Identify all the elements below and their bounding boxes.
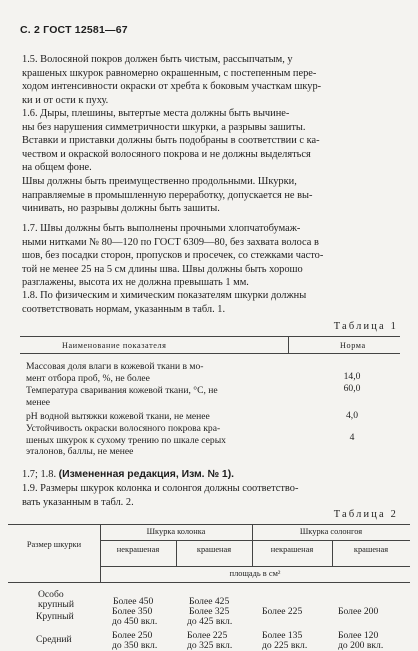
table-2-head-size: Размер шкурки <box>26 540 82 549</box>
kolonok-painted-cell: до 425 вкл. <box>187 616 233 627</box>
text-line <box>22 468 400 482</box>
text-line: соответствовать нормам, указанным в табл. 1. <box>22 303 226 315</box>
table-2-head-unpainted: некрашеная <box>116 545 160 554</box>
solongoy-unpainted-cell: до 225 вкл. <box>262 640 308 651</box>
table-1-row-label <box>26 361 203 384</box>
solongoy-painted-cell: Более 120 <box>338 630 379 641</box>
text-line: Температура сваривания кожевой ткани, °С, не <box>26 385 218 396</box>
text-line: шов, без посадки сторон, пропусков и просечек, со стежками часто- <box>22 250 324 262</box>
table-1-top-rule <box>20 336 400 337</box>
solongoy-painted-cell: до 200 вкл. <box>338 640 384 651</box>
table-1-head-norm: Норма <box>340 341 366 350</box>
table-1-row-label <box>26 385 218 408</box>
text-line: крашеных шкурок равномерно окрашенным, с постепенным пере- <box>22 67 317 79</box>
kolonok-painted-cell: Более 425 <box>189 596 230 607</box>
text-line: Особо <box>38 589 64 600</box>
text-line: Массовая доля влаги в кожевой ткани в мо- <box>26 361 204 372</box>
kolonok-painted-cell: до 325 вкл. <box>187 640 233 651</box>
kolonok-unpainted-cell: до 350 вкл. <box>112 640 158 651</box>
text-line: мент отбора проб, %, не более <box>26 372 150 384</box>
table-2-head-solongoy: Шкурка солонгоя <box>299 527 363 536</box>
text-line: чеством и окраской волосяного покрова и не должны выделяться <box>22 148 311 160</box>
table-1-row-value: 14,0 <box>343 371 361 382</box>
text-line: 1.6. Дыры, плешины, вытертые места должны быть вычине- <box>22 108 290 119</box>
text-line: 1.5. Волосяной покров должен быть чистым, рассыпчатым, у <box>22 54 293 65</box>
text-line: эталонов, баллы, не менее <box>26 446 134 458</box>
amendment-ref: 1.7; 1.8. <box>22 469 59 480</box>
text-line: ными нитками № 80—120 по ГОСТ 6309—80, без захвата волоса в <box>22 236 319 248</box>
table-1-divider <box>288 336 289 353</box>
table-1-row-label <box>26 411 210 423</box>
text-line: Устойчивость окраски волосяного покрова кра- <box>26 423 221 434</box>
text-line: разглажены, высота их не должна превышать 1 мм. <box>22 277 249 289</box>
table-2-mid-rule <box>100 566 410 567</box>
table-2-unit: площадь в см² <box>229 569 281 578</box>
amendment-bold: (Измененная редакция, Изм. № 1). <box>58 469 235 480</box>
text-line: чинивать, но разрывы должны быть зашиты. <box>22 203 220 215</box>
size-label: Средний <box>36 634 72 645</box>
table-2-caption: Таблица 2 <box>333 509 398 520</box>
amendment-note <box>22 468 400 482</box>
table-2-head-unpainted: некрашеная <box>270 545 314 554</box>
table-1-row-value: 60,0 <box>343 383 361 394</box>
text-line: ны без нарушения симметричности шкурки, а разрывы зашиты. <box>22 121 306 133</box>
table-2-head-painted: крашеная <box>353 545 389 554</box>
text-line: Швы должны быть преимущественно продольными. Шкурки, <box>22 176 297 187</box>
paragraph-1-5 <box>22 53 400 107</box>
table-2-head-rule <box>8 582 410 583</box>
solongoy-unpainted-cell: Более 225 <box>262 606 303 617</box>
size-label: Крупный <box>36 611 74 622</box>
table-1-caption: Таблица 1 <box>333 321 398 332</box>
text-line: Вставки и приставки должны быть подобраны в соответствии с ка- <box>22 135 320 147</box>
table-2-mid-rule <box>100 540 410 541</box>
text-line: той не менее 25 на 5 см длины шва. Швы должны быть хорошо <box>22 263 303 275</box>
table-1-head-rule <box>20 353 400 354</box>
table-1-row-label <box>26 423 226 458</box>
table-1-head-name: Наименование показателя <box>62 341 167 350</box>
kolonok-unpainted-cell: Более 450 <box>113 596 154 607</box>
text-line: на общем фоне. <box>22 162 92 174</box>
table-1-row-value: 4,0 <box>346 410 358 421</box>
table-1-row-value: 4 <box>349 432 355 443</box>
paragraph-seams <box>22 175 400 216</box>
text-line: pH водной вытяжки кожевой ткани, не менее <box>26 411 210 422</box>
solongoy-painted-cell: Более 200 <box>338 606 379 617</box>
paragraph-1-8 <box>22 289 400 316</box>
paragraph-1-9 <box>22 482 400 509</box>
table-2-head-kolonok: Шкурка колонка <box>146 527 206 536</box>
page-header: С. 2 ГОСТ 12581—67 <box>20 24 128 36</box>
solongoy-unpainted-cell: Более 135 <box>262 630 303 641</box>
paragraph-1-6 <box>22 107 400 175</box>
text-line: направляемые в промышленную переработку, допускается не вы- <box>22 189 313 201</box>
text-line: ходом интенсивности окраски от хребта к боковым участкам шкур- <box>22 81 322 93</box>
kolonok-painted-cell: Более 325 <box>189 606 230 617</box>
text-line: 1.9. Размеры шкурок колонка и солонгоя должны соответство- <box>22 483 299 494</box>
text-line: ки и от ости к пуху. <box>22 94 109 106</box>
text-line: менее <box>26 396 50 408</box>
text-line: шеных шкурок к сухому трению по шкале серых <box>26 434 226 446</box>
kolonok-unpainted-cell: Более 250 <box>112 630 153 641</box>
kolonok-unpainted-cell: до 450 вкл. <box>112 616 158 627</box>
size-label <box>38 590 74 610</box>
paragraph-1-7 <box>22 222 400 290</box>
table-2-head-painted: крашеная <box>196 545 232 554</box>
text-line: вать указанным в табл. 2. <box>22 496 134 508</box>
kolonok-unpainted-cell: Более 350 <box>112 606 153 617</box>
kolonok-painted-cell: Более 225 <box>187 630 228 641</box>
text-line: крупный <box>38 599 74 610</box>
text-line: 1.7. Швы должны быть выполнены прочными хлопчатобумаж- <box>22 223 301 234</box>
text-line: 1.8. По физическим и химическим показателям шкурки должны <box>22 290 307 301</box>
table-2-top-rule <box>8 524 410 525</box>
